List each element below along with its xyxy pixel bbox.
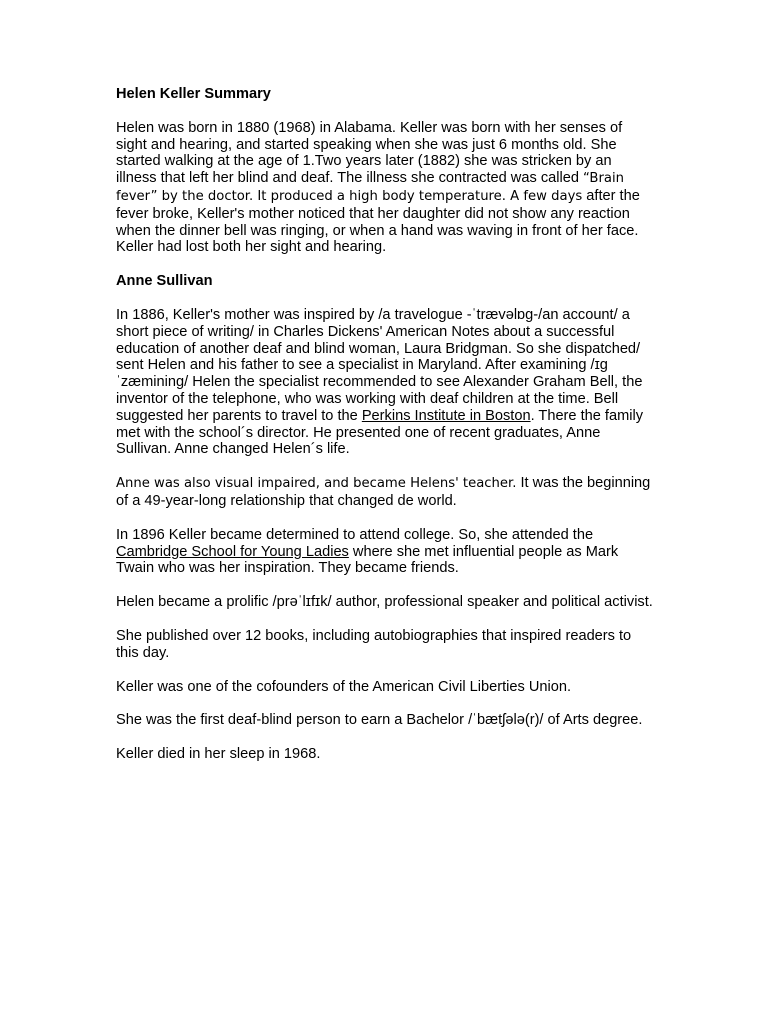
document-title: Helen Keller Summary [116, 86, 271, 102]
bachelor-paragraph: She was the first deaf-blind person to earn a Bachelor /ˈbætʃələ(r)/ of Arts degree. [116, 712, 643, 729]
summary-text-1: Helen was born in 1880 (1968) in Alabama. Keller was born with her senses of sight and hearing, and started speaking when she was just 6 months old. She started walking at the age of 1.Two years later (1882) she was stricken by an illness that left her blind and deaf. The illness she contracted was called [116, 119, 623, 187]
travelogue-text-1: In 1886, Keller's mother was inspired by /a travelogue -ˈtrævəlɒg-/an account/ a short piece of writing/ in Charles Dickens' American Notes about a successful education of another deaf and blind woman, Laura Bridgman. So she dispatched/ sent Helen and his father to see a specialist in Maryland. After examining /ɪgˈzæmining/ Helen the specialist recommended to see Alexander Graham Bell, the inventor of the telephone, who was working with deaf children at the time. Bell suggested her parents to travel to the [116, 306, 643, 424]
college-paragraph [116, 527, 656, 577]
summary-paragraph [116, 120, 656, 256]
travelogue-text-2: . There the family met with the school´s director. He presented one of recent graduates, Anne Sullivan. Anne changed Helen´s life. [116, 407, 644, 458]
summary-text-2: “Brain fever” by the doctor. It produced a high body temperature. A few days [116, 171, 624, 204]
teacher-text-1: Anne was also visual impaired, and became Helens' teacher. [116, 476, 517, 492]
teacher-text-2: It was the beginning of a 49-year-long relationship that changed de world. [116, 475, 651, 509]
college-text-1: In 1896 Keller became determined to attend college. So, she attended the [116, 526, 594, 543]
cambridge-school-link[interactable]: Cambridge School for Young Ladies [116, 543, 349, 560]
perkins-institute-link[interactable]: Perkins Institute in Boston [361, 407, 531, 424]
death-paragraph: Keller died in her sleep in 1968. [116, 746, 321, 763]
books-paragraph: She published over 12 books, including autobiographies that inspired readers to this day. [116, 627, 632, 661]
prolific-paragraph: Helen became a prolific /prəˈlɪfɪk/ author, professional speaker and political activist. [116, 594, 653, 611]
aclu-paragraph: Keller was one of the cofounders of the American Civil Liberties Union. [116, 678, 572, 695]
summary-text-3: after the fever broke, Keller's mother noticed that her daughter did not show any reaction when the dinner bell was ringing, or when a hand was waving in front of her face. Keller had lost both her sight and hearing. [116, 187, 640, 256]
document-page [116, 86, 656, 780]
section-heading-anne-sullivan: Anne Sullivan [116, 273, 213, 290]
travelogue-paragraph [116, 307, 656, 458]
teacher-paragraph [116, 475, 656, 510]
college-text-2: where she met influential people as Mark Twain who was her inspiration. They became friends. [116, 543, 619, 577]
